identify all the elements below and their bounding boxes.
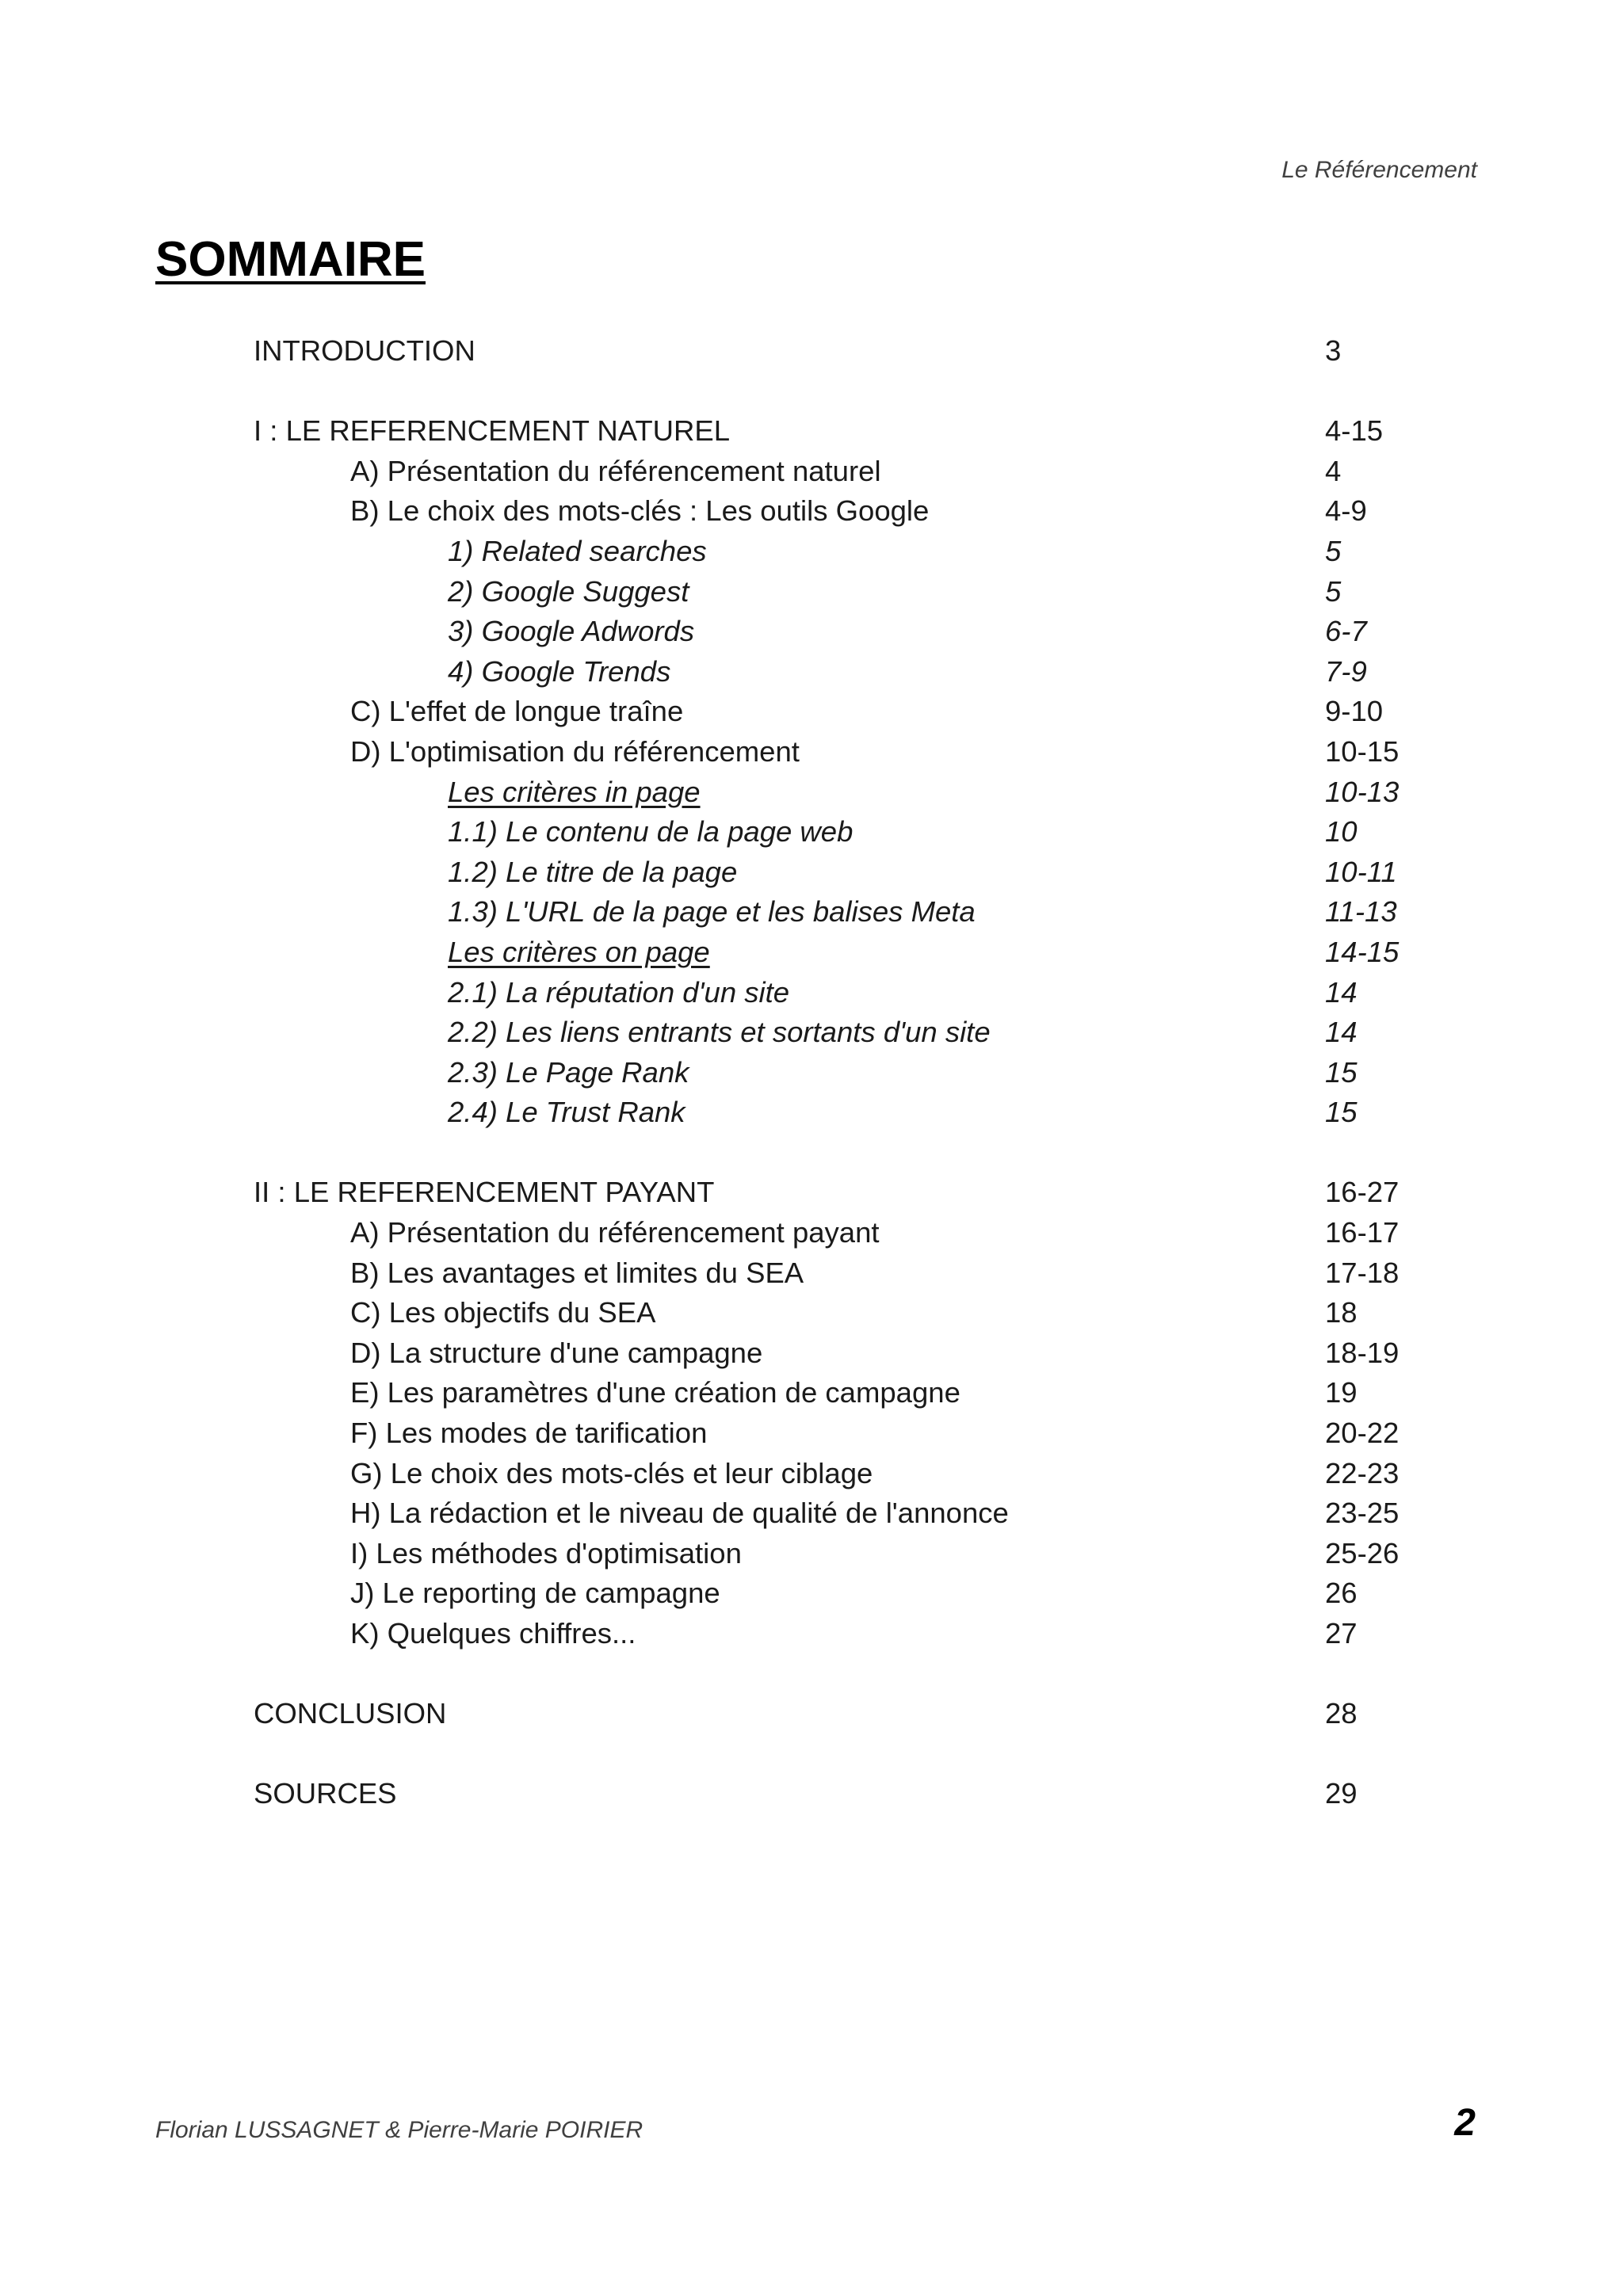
toc-entry-page: 29 (1325, 1777, 1358, 1810)
toc-entry-label: 1) Related searches (448, 534, 707, 567)
toc-entry (0, 331, 1623, 372)
footer-authors: Florian LUSSAGNET & Pierre-Marie POIRIER (155, 2117, 643, 2143)
toc-entry-page: 3 (1325, 334, 1342, 367)
toc-entry (0, 1534, 1623, 1574)
toc-entry (0, 1053, 1623, 1093)
toc-entry-label: 1.2) Le titre de la page (448, 855, 738, 888)
toc-entry-label: F) Les modes de tarification (350, 1417, 708, 1450)
toc-entry (0, 1694, 1623, 1734)
toc-entry-label: 1.1) Le contenu de la page web (448, 815, 854, 849)
toc-entry-page: 10-13 (1325, 775, 1400, 808)
running-header: Le Référencement (1281, 157, 1477, 183)
toc-entry-page: 10-11 (1325, 855, 1397, 888)
toc-entry-page: 23-25 (1325, 1497, 1400, 1530)
toc-entry-page: 20-22 (1325, 1417, 1400, 1450)
toc-entry (0, 612, 1623, 652)
toc-entry-page: 17-18 (1325, 1256, 1400, 1289)
toc-entry (0, 1454, 1623, 1494)
toc-entry-page: 25-26 (1325, 1536, 1400, 1569)
toc-entry-label: A) Présentation du référencement naturel (350, 454, 881, 487)
toc-entry-page: 10 (1325, 815, 1358, 849)
toc-entry (0, 411, 1623, 452)
toc-entry-label: 2.1) La réputation d'un site (448, 975, 790, 1009)
toc-entry (0, 572, 1623, 612)
toc-entry-page: 10-15 (1325, 734, 1400, 768)
toc-entry-label: 2.3) Le Page Rank (448, 1055, 689, 1089)
toc-entry-label: 4) Google Trends (448, 654, 671, 688)
toc-entry-label: E) Les paramètres d'une création de campagne (350, 1376, 960, 1409)
toc-entry-page: 4-15 (1325, 414, 1384, 448)
toc-entry (0, 652, 1623, 692)
toc-entry-label: D) L'optimisation du référencement (350, 734, 800, 768)
toc-entry-label: B) Le choix des mots-clés : Les outils Google (350, 494, 930, 528)
toc-entry-page: 18-19 (1325, 1336, 1400, 1369)
page-title: SOMMAIRE (155, 232, 426, 287)
toc-entry-label: J) Le reporting de campagne (350, 1577, 720, 1610)
toc-entry (0, 692, 1623, 732)
toc-entry-label: I : LE REFERENCEMENT NATUREL (254, 414, 731, 448)
toc-entry-page: 28 (1325, 1697, 1358, 1730)
toc-entry-label: 1.3) L'URL de la page et les balises Meta (448, 895, 976, 929)
table-of-contents (0, 331, 1623, 1814)
toc-entry (0, 1173, 1623, 1213)
toc-entry-label: 2.4) Le Trust Rank (448, 1096, 685, 1129)
toc-entry-page: 14 (1325, 975, 1358, 1009)
toc-entry (0, 1293, 1623, 1333)
toc-entry-page: 15 (1325, 1096, 1358, 1129)
toc-entry (0, 1213, 1623, 1253)
toc-entry (0, 1614, 1623, 1654)
toc-entry-page: 14-15 (1325, 935, 1400, 968)
toc-entry-page: 4 (1325, 454, 1342, 487)
toc-entry-label: K) Quelques chiffres... (350, 1617, 636, 1650)
toc-entry-label: II : LE REFERENCEMENT PAYANT (254, 1176, 715, 1209)
toc-entry-page: 11-13 (1325, 895, 1397, 929)
toc-entry (0, 772, 1623, 813)
toc-entry-page: 15 (1325, 1055, 1358, 1089)
toc-entry-page: 6-7 (1325, 615, 1367, 648)
footer-page-number: 2 (1454, 2102, 1476, 2144)
toc-entry-label: C) Les objectifs du SEA (350, 1296, 656, 1329)
toc-entry-label: I) Les méthodes d'optimisation (350, 1536, 742, 1569)
toc-entry (0, 732, 1623, 772)
toc-entry-label: 2) Google Suggest (448, 574, 689, 608)
toc-entry-label: INTRODUCTION (254, 334, 475, 367)
toc-entry-label: C) L'effet de longue traîne (350, 695, 684, 728)
toc-entry (0, 1573, 1623, 1614)
toc-entry (0, 1493, 1623, 1534)
toc-entry-page: 22-23 (1325, 1456, 1400, 1489)
toc-entry-label: 2.2) Les liens entrants et sortants d'un site (448, 1016, 991, 1049)
toc-entry (0, 491, 1623, 532)
toc-entry (0, 852, 1623, 893)
toc-entry-label: A) Présentation du référencement payant (350, 1216, 880, 1249)
toc-entry-page: 4-9 (1325, 494, 1367, 528)
toc-entry (0, 1253, 1623, 1294)
toc-entry-label: Les critères on page (448, 935, 710, 968)
toc-entry-label: H) La rédaction et le niveau de qualité de l'annonce (350, 1497, 1009, 1530)
toc-entry (0, 1413, 1623, 1454)
toc-entry-page: 19 (1325, 1376, 1358, 1409)
toc-entry-page: 5 (1325, 534, 1342, 567)
toc-entry-page: 26 (1325, 1577, 1358, 1610)
toc-entry-page: 5 (1325, 574, 1342, 608)
toc-entry (0, 1774, 1623, 1814)
toc-entry (0, 1333, 1623, 1374)
toc-entry-page: 14 (1325, 1016, 1358, 1049)
toc-entry-page: 7-9 (1325, 654, 1367, 688)
toc-entry (0, 452, 1623, 492)
toc-entry-label: 3) Google Adwords (448, 615, 695, 648)
toc-entry-page: 16-27 (1325, 1176, 1400, 1209)
toc-entry-label: G) Le choix des mots-clés et leur ciblage (350, 1456, 873, 1489)
toc-entry (0, 892, 1623, 933)
toc-entry-label: CONCLUSION (254, 1697, 447, 1730)
toc-entry-label: B) Les avantages et limites du SEA (350, 1256, 804, 1289)
toc-entry (0, 1013, 1623, 1053)
toc-entry-label: D) La structure d'une campagne (350, 1336, 763, 1369)
toc-entry (0, 1093, 1623, 1133)
toc-entry (0, 812, 1623, 852)
toc-entry-page: 27 (1325, 1617, 1358, 1650)
toc-entry-page: 18 (1325, 1296, 1358, 1329)
toc-entry (0, 973, 1623, 1013)
toc-entry-label: SOURCES (254, 1777, 397, 1810)
toc-entry-page: 16-17 (1325, 1216, 1400, 1249)
toc-entry (0, 933, 1623, 973)
toc-entry (0, 532, 1623, 572)
toc-entry-label: Les critères in page (448, 775, 701, 808)
toc-entry (0, 1373, 1623, 1413)
toc-entry-page: 9-10 (1325, 695, 1384, 728)
